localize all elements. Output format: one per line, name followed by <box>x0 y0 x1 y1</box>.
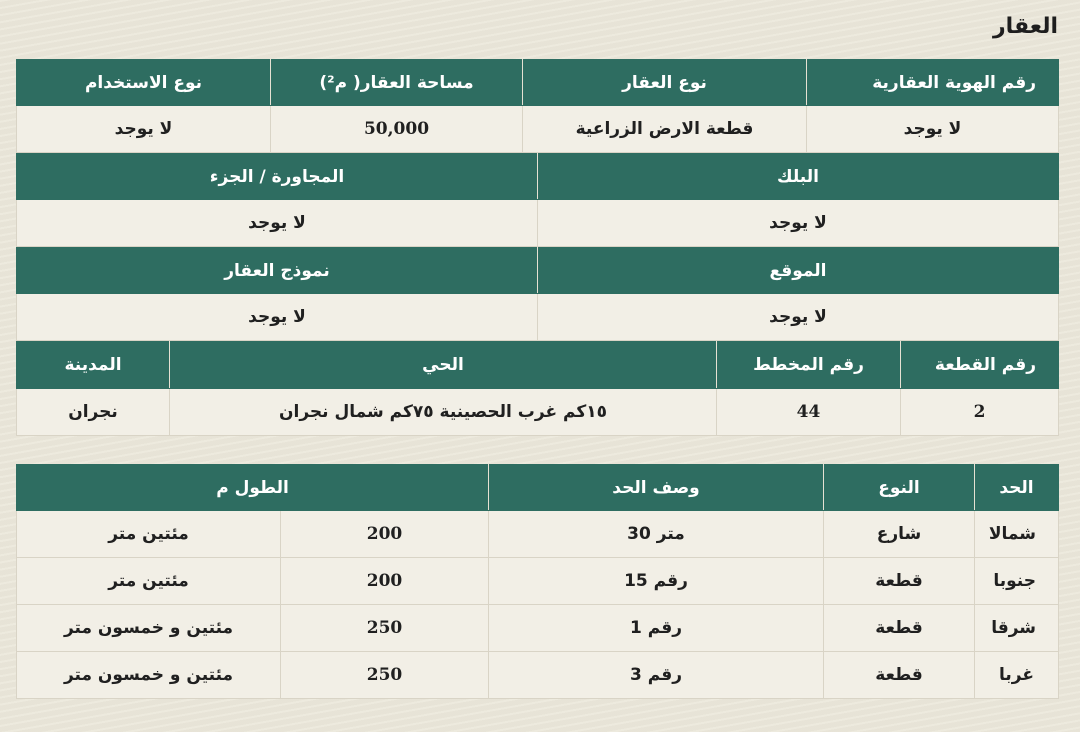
location-header: الموقع <box>538 248 1059 294</box>
boundary-description-header: وصف الحد <box>489 465 824 511</box>
property-type-header: نوع العقار <box>523 60 807 106</box>
block-info-row <box>17 200 1059 247</box>
plot-number-value: 2 <box>901 389 1059 436</box>
property-id-header: رقم الهوية العقارية <box>807 60 1059 106</box>
boundary-length-text: مئتين متر <box>17 558 281 605</box>
property-type-value: قطعة الارض الزراعية <box>523 106 807 153</box>
city-value: نجران <box>17 389 170 436</box>
property-model-header: نموذج العقار <box>17 248 538 294</box>
plot-info-table <box>16 341 1059 436</box>
page-title: العقار <box>993 14 1058 39</box>
boundaries-header-row <box>17 465 1059 511</box>
boundary-length: 200 <box>281 558 489 605</box>
boundary-length: 250 <box>281 605 489 652</box>
district-header: الحي <box>170 342 717 389</box>
property-area-value: 50,000 <box>271 106 523 153</box>
boundary-type-header: النوع <box>824 465 975 511</box>
boundary-length-text: مئتين و خمسون متر <box>17 605 281 652</box>
boundary-type: قطعة <box>824 558 975 605</box>
boundary-row <box>17 558 1059 605</box>
city-header: المدينة <box>17 342 170 389</box>
boundary-description: رقم 1 <box>489 605 824 652</box>
boundary-header: الحد <box>975 465 1059 511</box>
boundary-direction: شرقا <box>975 605 1059 652</box>
boundary-direction: شمالا <box>975 511 1059 558</box>
property-id-value: لا يوجد <box>807 106 1059 153</box>
boundary-type: قطعة <box>824 652 975 699</box>
block-info-header-row <box>17 154 1059 200</box>
property-area-header: مساحة العقار( م²) <box>271 60 523 106</box>
location-info-header-row <box>17 248 1059 294</box>
boundary-row <box>17 511 1059 558</box>
property-model-value: لا يوجد <box>17 294 538 341</box>
location-info-table <box>16 247 1059 341</box>
boundary-description: رقم 15 <box>489 558 824 605</box>
plan-number-header: رقم المخطط <box>717 342 901 389</box>
boundary-length-header: الطول م <box>17 465 489 511</box>
boundary-row <box>17 605 1059 652</box>
neighborhood-part-header: المجاورة / الجزء <box>17 154 538 200</box>
boundary-direction: جنوبا <box>975 558 1059 605</box>
boundary-length: 250 <box>281 652 489 699</box>
property-info-header-row <box>17 60 1059 106</box>
plan-number-value: 44 <box>717 389 901 436</box>
property-info-table <box>16 59 1059 153</box>
location-value: لا يوجد <box>538 294 1059 341</box>
boundary-length-text: مئتين متر <box>17 511 281 558</box>
boundary-description: متر 30 <box>489 511 824 558</box>
boundary-row <box>17 652 1059 699</box>
boundary-type: قطعة <box>824 605 975 652</box>
plot-info-header-row <box>17 342 1059 389</box>
block-header: البلك <box>538 154 1059 200</box>
plot-number-header: رقم القطعة <box>901 342 1059 389</box>
location-info-row <box>17 294 1059 341</box>
usage-type-value: لا يوجد <box>17 106 271 153</box>
plot-info-row <box>17 389 1059 436</box>
block-info-table <box>16 153 1059 247</box>
usage-type-header: نوع الاستخدام <box>17 60 271 106</box>
boundary-direction: غربا <box>975 652 1059 699</box>
property-info-row <box>17 106 1059 153</box>
block-value: لا يوجد <box>538 200 1059 247</box>
neighborhood-part-value: لا يوجد <box>17 200 538 247</box>
boundary-length-text: مئتين و خمسون متر <box>17 652 281 699</box>
boundary-type: شارع <box>824 511 975 558</box>
boundary-description: رقم 3 <box>489 652 824 699</box>
boundary-length: 200 <box>281 511 489 558</box>
district-value: ١٥كم غرب الحصينية ٧٥كم شمال نجران <box>170 389 717 436</box>
boundaries-table <box>16 464 1059 699</box>
